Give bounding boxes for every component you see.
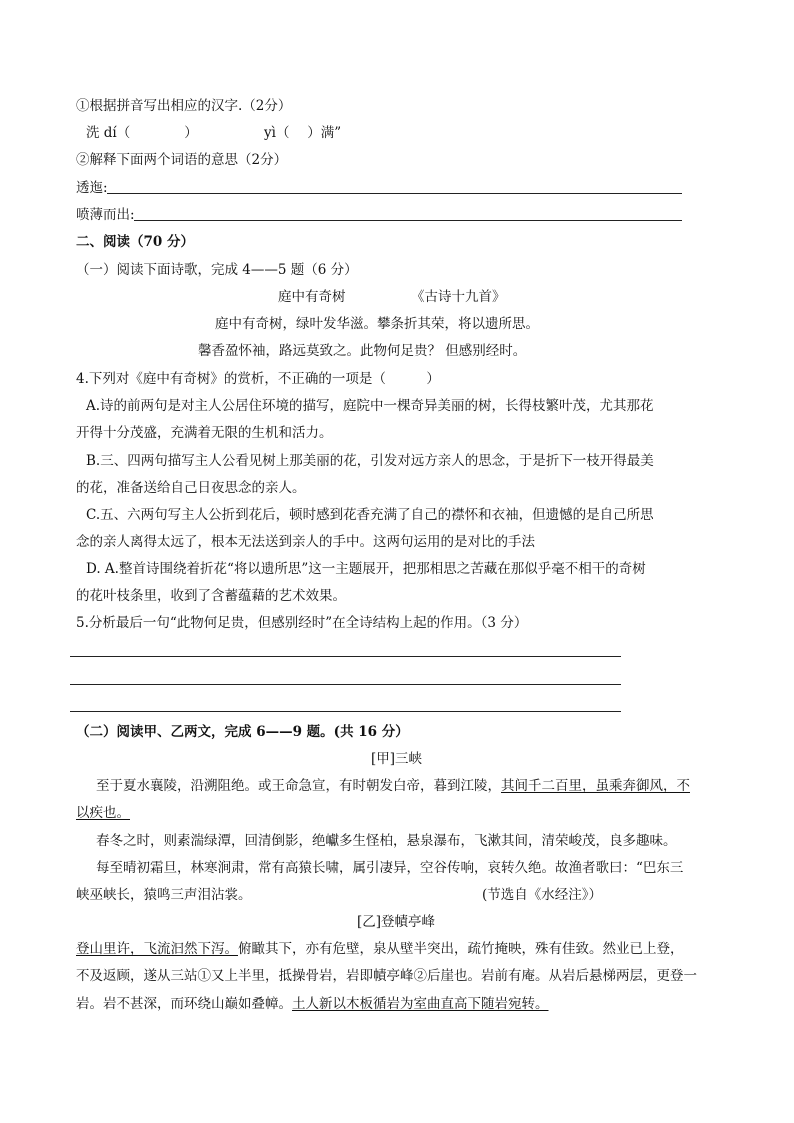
sub-section-1-heading: （一）阅读下面诗歌，完成 4——5 题（6 分） [76,262,358,278]
sub-section-2-heading: （二）阅读甲、乙两文，完成 6——9 题。(共 16 分） [76,724,409,740]
poem-line-1: 庭中有奇树，绿叶发华滋。攀条折其荣，将以遗所思。 [215,316,539,332]
passage-yi-line-2: 不及返顾，遂从三站①又上半里，抵操骨岩，岩即幘亭峰②后崖也。岩前有庵。从岩后悬梯两层，更登一 [76,968,697,984]
passage-yi-underlined-sentence-2: 土人新以木板循岩为室曲直高下随岩宛转。 [292,996,549,1012]
answer-line-q5-3 [70,711,621,712]
question-5-prompt: 5.分析最后一句“此物何足贵，但感别经时”在全诗结构上起的作用。（3 分） [76,615,528,631]
question-4-option-d-line-1: D. A.整首诗围绕着折花“将以遗所思”这一主题展开，把那相思之苦藏在那似乎毫不相干的奇树 [86,561,646,577]
question-2-prompt: ②解释下面两个词语的意思（2分） [76,152,288,168]
poem-title: 庭中有奇树 [278,289,346,305]
passage-jia-para-1-line-1 [96,776,690,796]
passage-yi-text-1: 俯瞰其下，亦有危壁，泉从壁半突出，疏竹掩映，殊有佳致。然业已上登， [238,941,684,957]
question-4-option-c-line-2: 念的亲人离得太远了，根本无法送到亲人的手中。这两句运用的是对比的手法 [76,534,535,550]
section-2-heading: 二、阅读（70 分） [76,234,194,250]
passage-yi-line-3 [76,994,549,1014]
question-4-option-a-line-2: 开得十分茂盛，充满着无限的生机和活力。 [76,425,333,441]
question-1-prompt: ①根据拼音写出相应的汉字.（2分） [76,98,292,114]
question-1-blank-a: 洗 dí（ ） [86,125,198,141]
passage-jia-underlined-sentence: 其间千二百里，虽乘奔御风，不 [501,778,690,794]
passage-yi-text-3: 岩。岩不甚深，而环绕山巅如叠幛。 [76,996,292,1012]
passage-jia-title: [甲]三峡 [371,751,423,767]
passage-jia-para-1-text: 至于夏水襄陵，沿溯阻绝。或王命急宣，有时朝发白帝，暮到江陵， [96,778,501,794]
passage-jia-source: (节选自《水经注》） [482,887,603,903]
answer-line-term-1 [107,193,682,194]
passage-yi-underlined-sentence: 登山里许，飞流汩然下泻。 [76,941,238,957]
passage-jia-para-3-line-2: 峡巫峡长，猿鸣三声泪沾裳。 [76,887,252,903]
question-4-option-b-line-2: 的花，准备送给自己日夜思念的亲人。 [76,480,306,496]
passage-yi-line-1 [76,939,684,959]
passage-jia-underlined-end: 以疾也。 [76,805,130,821]
question-4-prompt: 4.下列对《庭中有奇树》的赏析，不正确的一项是（ ） [76,371,440,387]
question-4-option-c-line-1: C.五、六两句写主人公折到花后，顿时感到花香充满了自己的襟怀和衣袖，但遗憾的是自己所思 [86,507,654,523]
term-2-label: 喷薄而出: [76,207,135,223]
poem-source: 《古诗十九首》 [411,289,506,305]
answer-line-q5-2 [70,684,621,685]
answer-line-term-2 [134,220,682,221]
term-1-label: 透迤: [76,180,108,196]
answer-line-q5-1 [70,656,621,657]
question-1-blank-b: yì（ ）满” [264,125,342,141]
passage-jia-para-1-line-2 [76,803,130,823]
question-4-option-b-line-1: B.三、四两句描写主人公看见树上那美丽的花，引发对远方亲人的思念，于是折下一枝开得最美 [86,453,654,469]
passage-jia-para-3-line-1: 每至晴初霜旦，林寒涧肃，常有高猿长啸，属引凄异，空谷传响，哀转久绝。故渔者歌曰：“巴东三 [96,860,684,876]
passage-yi-title: [乙]登幘亭峰 [357,914,436,930]
passage-jia-para-2: 春冬之时，则素湍绿潭，回清倒影，绝巘多生怪柏，悬泉瀑布，飞漱其间，清荣峻茂，良多趣味。 [96,833,677,849]
poem-line-2: 馨香盈怀袖，路远莫致之。此物何足贵？ 但感别经时。 [198,343,527,359]
question-4-option-d-line-2: 的花叶枝条里，收到了含蓄蕴藉的艺术效果。 [76,588,346,604]
question-4-option-a-line-1: A.诗的前两句是对主人公居住环境的描写，庭院中一棵奇异美丽的树，长得枝繁叶茂，尤其那花 [86,398,654,414]
